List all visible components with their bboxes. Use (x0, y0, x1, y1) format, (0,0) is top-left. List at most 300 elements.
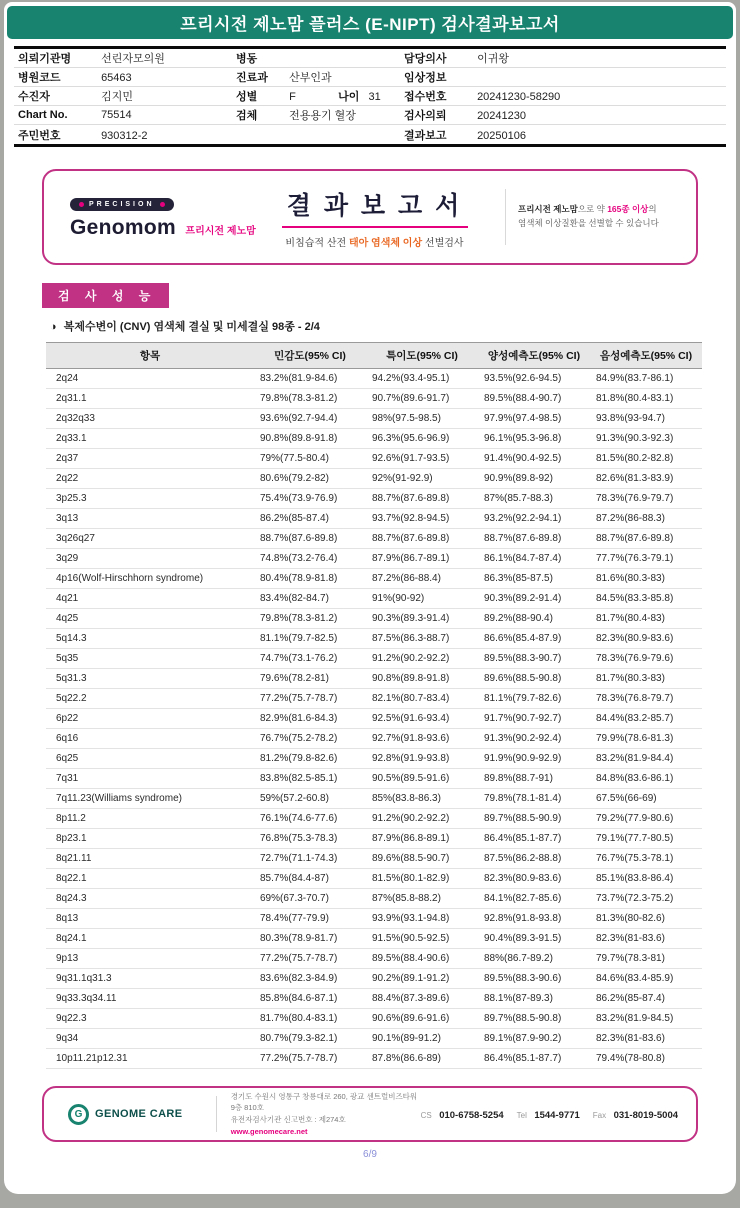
value-cell: 79%(77.5-80.4) (254, 449, 366, 469)
value-cell: 81.5%(80.2-82.8) (590, 449, 702, 469)
value-cell: 91%(90-92) (366, 589, 478, 609)
table-row (46, 889, 702, 909)
value-cell: 93.2%(92.2-94.1) (478, 509, 590, 529)
value-cell: 82.3%(80.9-83.6) (590, 629, 702, 649)
field-value: 산부인과 (289, 72, 332, 84)
table-row (46, 789, 702, 809)
value-cell: 77.7%(76.3-79.1) (590, 549, 702, 569)
table-row (46, 549, 702, 569)
field-department (232, 69, 400, 85)
table-row (46, 969, 702, 989)
table-row (46, 709, 702, 729)
value-cell: 92.5%(91.6-93.4) (366, 709, 478, 729)
value-cell: 90.8%(89.8-91.8) (254, 429, 366, 449)
item-cell: 8q24.3 (46, 889, 254, 909)
value-cell: 86.1%(84.7-87.4) (478, 549, 590, 569)
footer-contacts (421, 1105, 678, 1123)
value-cell: 90.3%(89.3-91.4) (366, 609, 478, 629)
field-report-date (400, 127, 726, 143)
value-cell: 69%(67.3-70.7) (254, 889, 366, 909)
item-cell: 3p25.3 (46, 489, 254, 509)
field-value: 20241230 (477, 110, 527, 122)
field-request-date (400, 107, 726, 123)
report-banner (7, 6, 733, 39)
value-cell: 81.6%(80.3-83) (590, 569, 702, 589)
value-cell: 91.4%(90.4-92.5) (478, 449, 590, 469)
note-highlight: 165종 이상 (607, 204, 649, 215)
value-cell: 86.4%(85.1-87.7) (478, 1049, 590, 1069)
field-value: 65463 (101, 72, 132, 84)
value-cell: 82.3%(81-83.6) (590, 929, 702, 949)
fax-number: 031-8019-5004 (613, 1110, 679, 1121)
value-cell: 91.7%(90.7-92.7) (478, 709, 590, 729)
value-cell: 81.5%(80.1-82.9) (366, 869, 478, 889)
value-cell: 84.9%(83.7-86.1) (590, 369, 702, 389)
value-cell: 89.8%(88.7-91) (478, 769, 590, 789)
item-cell: 2q32q33 (46, 409, 254, 429)
value-cell: 85%(83.8-86.3) (366, 789, 478, 809)
value-cell: 79.1%(77.7-80.5) (590, 829, 702, 849)
value-cell: 93.6%(92.7-94.4) (254, 409, 366, 429)
patient-info-table (14, 46, 726, 147)
table-row (46, 769, 702, 789)
value-cell: 73.7%(72.3-75.2) (590, 889, 702, 909)
field-specimen (232, 107, 400, 123)
value-cell: 90.4%(89.3-91.5) (478, 929, 590, 949)
value-cell: 93.9%(93.1-94.8) (366, 909, 478, 929)
genomecare-logo (68, 1104, 212, 1125)
item-cell: 5q14.3 (46, 629, 254, 649)
report-title: 프리시전 제노맘 플러스 (E-NIPT) 검사결과보고서 (180, 15, 560, 34)
value-cell: 82.3%(80.9-83.6) (478, 869, 590, 889)
patient-info-row (14, 106, 726, 125)
value-cell: 90.9%(89.8-92) (478, 469, 590, 489)
note-text: 의 (648, 204, 657, 215)
item-cell: 2q33.1 (46, 429, 254, 449)
website-text: www.genomecare.net (230, 1126, 308, 1136)
table-row (46, 669, 702, 689)
table-row (46, 489, 702, 509)
value-cell: 83.2%(81.9-84.4) (590, 749, 702, 769)
field-label: 병동 (236, 53, 258, 65)
table-row (46, 829, 702, 849)
field-requesting-org (14, 50, 232, 66)
field-value: 이귀왕 (477, 53, 509, 65)
tel-number: 1544-9771 (534, 1110, 580, 1121)
value-cell: 87.5%(86.2-88.8) (478, 849, 590, 869)
precision-dot-icon (160, 202, 165, 207)
value-cell: 81.3%(80-82.6) (590, 909, 702, 929)
logo-monogram: G (74, 1108, 83, 1120)
field-label: 나이 (338, 91, 360, 103)
item-cell: 3q26q27 (46, 529, 254, 549)
table-row (46, 929, 702, 949)
field-chart-no (14, 109, 232, 121)
item-cell: 9q22.3 (46, 1009, 254, 1029)
footer-address (231, 1091, 421, 1138)
value-cell: 81.8%(80.4-83.1) (590, 389, 702, 409)
table-row (46, 729, 702, 749)
value-cell: 82.3%(81-83.6) (590, 1029, 702, 1049)
table-row (46, 1009, 702, 1029)
field-label: 결과보고 (404, 129, 447, 142)
value-cell: 79.6%(78.2-81) (254, 669, 366, 689)
value-cell: 87.8%(86.6-89) (366, 1049, 478, 1069)
item-cell: 9q33.3q34.11 (46, 989, 254, 1009)
fax-label: Fax (592, 1111, 607, 1120)
address-line1: 경기도 수원시 영통구 창룡대로 260, 광교 센트럴비즈타워 9층 810호 (230, 1091, 418, 1113)
table-row (46, 849, 702, 869)
result-report-title: 결 과 보 고 서 (286, 191, 463, 220)
table-row (46, 409, 702, 429)
patient-info-row (14, 68, 726, 87)
value-cell: 79.9%(78.6-81.3) (590, 729, 702, 749)
value-cell: 92%(91-92.9) (366, 469, 478, 489)
item-cell: 2q24 (46, 369, 254, 389)
value-cell: 80.7%(79.3-82.1) (254, 1029, 366, 1049)
value-cell: 91.3%(90.3-92.3) (590, 429, 702, 449)
value-cell: 76.7%(75.3-78.1) (590, 849, 702, 869)
value-cell: 86.6%(85.4-87.9) (478, 629, 590, 649)
value-cell: 85.8%(84.6-87.1) (254, 989, 366, 1009)
field-label: 검사의뢰 (404, 110, 447, 122)
field-value: F (289, 91, 296, 103)
value-cell: 80.4%(78.9-81.8) (254, 569, 366, 589)
value-cell: 90.3%(89.2-91.4) (478, 589, 590, 609)
value-cell: 93.8%(93-94.7) (590, 409, 702, 429)
subtitle-text: 비침습적 산전 (285, 237, 349, 249)
value-cell: 86.3%(85-87.5) (478, 569, 590, 589)
value-cell: 96.1%(95.3-96.8) (478, 429, 590, 449)
item-cell: 4q21 (46, 589, 254, 609)
value-cell: 89.5%(88.4-90.7) (478, 389, 590, 409)
value-cell: 88.7%(87.6-89.8) (590, 529, 702, 549)
value-cell: 92.6%(91.7-93.5) (366, 449, 478, 469)
report-page (4, 2, 736, 1194)
field-patient-name (14, 88, 232, 104)
patient-info-row (14, 49, 726, 68)
value-cell: 72.7%(71.1-74.3) (254, 849, 366, 869)
table-row (46, 389, 702, 409)
subtitle-highlight: 태아 염색체 이상 (348, 237, 423, 249)
value-cell: 89.6%(88.5-90.7) (366, 849, 478, 869)
value-cell: 83.4%(82-84.7) (254, 589, 366, 609)
note-brand: 프리시전 제노맘 (518, 204, 578, 215)
value-cell: 87.5%(86.3-88.7) (366, 629, 478, 649)
tel-label: Tel (516, 1111, 527, 1120)
performance-table (46, 342, 702, 1069)
performance-table-body (46, 369, 702, 1069)
value-cell: 88.7%(87.6-89.8) (366, 489, 478, 509)
column-header: 음성예측도(95% CI) (590, 343, 702, 369)
value-cell: 77.2%(75.7-78.7) (254, 1049, 366, 1069)
value-cell: 81.2%(79.8-82.6) (254, 749, 366, 769)
field-label: Chart No. (18, 109, 68, 121)
table-row (46, 1049, 702, 1069)
value-cell: 76.8%(75.3-78.3) (254, 829, 366, 849)
value-cell: 84.8%(83.6-86.1) (590, 769, 702, 789)
value-cell: 74.8%(73.2-76.4) (254, 549, 366, 569)
value-cell: 78.4%(77-79.9) (254, 909, 366, 929)
value-cell: 88.7%(87.6-89.8) (478, 529, 590, 549)
value-cell: 97.9%(97.4-98.5) (478, 409, 590, 429)
column-header: 특이도(95% CI) (366, 343, 478, 369)
field-value: 930312-2 (101, 129, 148, 142)
value-cell: 89.5%(88.4-90.6) (366, 949, 478, 969)
value-cell: 91.5%(90.5-92.5) (366, 929, 478, 949)
value-cell: 96.3%(95.6-96.9) (366, 429, 478, 449)
value-cell: 83.8%(82.5-85.1) (254, 769, 366, 789)
precision-dot-icon (79, 202, 84, 207)
item-cell: 9q31.1q31.3 (46, 969, 254, 989)
section-title-performance: 검 사 성 능 (42, 283, 169, 308)
value-cell: 87.2%(86-88.4) (366, 569, 478, 589)
table-row (46, 429, 702, 449)
field-label: 의뢰기관명 (18, 53, 72, 65)
note-line2: 염색체 이상질환을 선별할 수 있습니다 (518, 218, 659, 228)
value-cell: 88.4%(87.3-89.6) (366, 989, 478, 1009)
value-cell: 82.6%(81.3-83.9) (590, 469, 702, 489)
page-number: 6/9 (363, 1149, 377, 1160)
cs-label: CS (420, 1111, 432, 1120)
item-cell: 8q21.11 (46, 849, 254, 869)
precision-badge-label: PRECISION (89, 201, 155, 208)
table-row (46, 449, 702, 469)
value-cell: 93.5%(92.6-94.5) (478, 369, 590, 389)
field-value: 31 (368, 91, 381, 103)
value-cell: 90.7%(89.6-91.7) (366, 389, 478, 409)
column-header: 항목 (46, 343, 254, 369)
field-doctor (400, 50, 726, 66)
footer-divider (216, 1096, 217, 1132)
field-label: 진료과 (236, 72, 268, 84)
value-cell: 76.7%(75.2-78.2) (254, 729, 366, 749)
field-label: 임상정보 (404, 72, 447, 84)
genomecare-logo-icon (68, 1104, 89, 1125)
value-cell: 81.7%(80.4-83.1) (254, 1009, 366, 1029)
value-cell: 81.1%(79.7-82.6) (478, 689, 590, 709)
value-cell: 91.9%(90.9-92.9) (478, 749, 590, 769)
item-cell: 8q13 (46, 909, 254, 929)
table-row (46, 629, 702, 649)
value-cell: 67.5%(66-69) (590, 789, 702, 809)
table-row (46, 989, 702, 1009)
value-cell: 93.7%(92.8-94.5) (366, 509, 478, 529)
value-cell: 84.5%(83.3-85.8) (590, 589, 702, 609)
table-row (46, 1029, 702, 1049)
item-cell: 4q25 (46, 609, 254, 629)
value-cell: 87.2%(86-88.3) (590, 509, 702, 529)
value-cell: 90.8%(89.8-91.8) (366, 669, 478, 689)
value-cell: 77.2%(75.7-78.7) (254, 949, 366, 969)
value-cell: 91.2%(90.2-92.2) (366, 649, 478, 669)
patient-info-row (14, 125, 726, 144)
value-cell: 86.2%(85-87.4) (254, 509, 366, 529)
item-cell: 8q22.1 (46, 869, 254, 889)
table-row (46, 909, 702, 929)
value-cell: 91.3%(90.2-92.4) (478, 729, 590, 749)
field-label: 병원코드 (18, 72, 61, 84)
field-value: 선린자모의원 (101, 53, 165, 65)
value-cell: 98%(97.5-98.5) (366, 409, 478, 429)
value-cell: 86.4%(85.1-87.7) (478, 829, 590, 849)
value-cell: 76.1%(74.6-77.6) (254, 809, 366, 829)
subtitle-text: 선별검사 (422, 237, 464, 249)
value-cell: 88.7%(87.6-89.8) (254, 529, 366, 549)
field-label: 접수번호 (404, 91, 447, 103)
item-cell: 6q25 (46, 749, 254, 769)
value-cell: 80.6%(79.2-82) (254, 469, 366, 489)
patient-info-row (14, 87, 726, 106)
header-row (46, 343, 702, 369)
field-receipt-number (400, 88, 726, 104)
field-value: 전용용기 혈장 (289, 110, 356, 122)
value-cell: 81.1%(79.7-82.5) (254, 629, 366, 649)
value-cell: 84.4%(83.2-85.7) (590, 709, 702, 729)
value-cell: 88%(86.7-89.2) (478, 949, 590, 969)
value-cell: 86.2%(85-87.4) (590, 989, 702, 1009)
value-cell: 82.9%(81.6-84.3) (254, 709, 366, 729)
value-cell: 59%(57.2-60.8) (254, 789, 366, 809)
item-cell: 9q34 (46, 1029, 254, 1049)
field-sex-age (232, 88, 400, 104)
value-cell: 84.1%(82.7-85.6) (478, 889, 590, 909)
value-cell: 74.7%(73.1-76.2) (254, 649, 366, 669)
item-cell: 2q37 (46, 449, 254, 469)
value-cell: 87%(85.8-88.2) (366, 889, 478, 909)
table-row (46, 749, 702, 769)
value-cell: 90.1%(89-91.2) (366, 1029, 478, 1049)
value-cell: 91.2%(90.2-92.2) (366, 809, 478, 829)
item-cell: 7q31 (46, 769, 254, 789)
item-cell: 3q29 (46, 549, 254, 569)
genomom-logo (44, 194, 256, 240)
item-cell: 7q11.23(Williams syndrome) (46, 789, 254, 809)
item-cell: 5q31.3 (46, 669, 254, 689)
value-cell: 87.9%(86.8-89.1) (366, 829, 478, 849)
value-cell: 92.8%(91.9-93.8) (366, 749, 478, 769)
performance-table-header (46, 343, 702, 369)
value-cell: 79.7%(78.3-81) (590, 949, 702, 969)
table-row (46, 589, 702, 609)
brand-line (70, 216, 256, 240)
value-cell: 90.2%(89.1-91.2) (366, 969, 478, 989)
value-cell: 89.5%(88.3-90.7) (478, 649, 590, 669)
field-clinical-info (400, 69, 726, 85)
value-cell: 81.7%(80.4-83) (590, 609, 702, 629)
value-cell: 92.7%(91.8-93.6) (366, 729, 478, 749)
table-row (46, 509, 702, 529)
value-cell: 83.2%(81.9-84.6) (254, 369, 366, 389)
item-cell: 4p16(Wolf-Hirschhorn syndrome) (46, 569, 254, 589)
address-line2: 유전자검사기관 신고번호 : 제274호 (230, 1115, 346, 1124)
report-title-block (256, 186, 493, 249)
table-row (46, 689, 702, 709)
precision-badge (70, 198, 174, 211)
value-cell: 85.1%(83.8-86.4) (590, 869, 702, 889)
item-cell: 9p13 (46, 949, 254, 969)
value-cell: 78.3%(76.8-79.7) (590, 689, 702, 709)
value-cell: 81.7%(80.3-83) (590, 669, 702, 689)
item-cell: 6p22 (46, 709, 254, 729)
cnv-subtitle (50, 318, 736, 334)
value-cell: 89.1%(87.9-90.2) (478, 1029, 590, 1049)
item-cell: 5q22.2 (46, 689, 254, 709)
field-value: 20241230-58290 (477, 91, 561, 103)
value-cell: 77.2%(75.7-78.7) (254, 689, 366, 709)
table-row (46, 869, 702, 889)
item-cell: 8p11.2 (46, 809, 254, 829)
value-cell: 79.2%(77.9-80.6) (590, 809, 702, 829)
field-label: 수진자 (18, 91, 50, 103)
value-cell: 94.2%(93.4-95.1) (366, 369, 478, 389)
value-cell: 79.8%(78.3-81.2) (254, 389, 366, 409)
value-cell: 79.8%(78.3-81.2) (254, 609, 366, 629)
cs-number: 010-6758-5254 (439, 1110, 504, 1121)
value-cell: 79.4%(78-80.8) (590, 1049, 702, 1069)
value-cell: 83.2%(81.9-84.5) (590, 1009, 702, 1029)
item-cell: 10p11.21p12.31 (46, 1049, 254, 1069)
value-cell: 82.1%(80.7-83.4) (366, 689, 478, 709)
value-cell: 89.7%(88.5-90.8) (478, 1009, 590, 1029)
value-cell: 89.6%(88.5-90.8) (478, 669, 590, 689)
item-cell: 3q13 (46, 509, 254, 529)
value-cell: 90.6%(89.6-91.6) (366, 1009, 478, 1029)
cs-contact (421, 1105, 504, 1123)
column-header: 민감도(95% CI) (254, 343, 366, 369)
field-value: 김지민 (101, 91, 133, 103)
value-cell: 84.6%(83.4-85.9) (590, 969, 702, 989)
field-resident-number (14, 127, 232, 143)
field-value: 20250106 (477, 129, 527, 142)
value-cell: 85.7%(84.4-87) (254, 869, 366, 889)
value-cell: 79.8%(78.1-81.4) (478, 789, 590, 809)
value-cell: 75.4%(73.9-76.9) (254, 489, 366, 509)
vertical-divider (505, 189, 506, 245)
footer (42, 1086, 698, 1142)
value-cell: 80.3%(78.9-81.7) (254, 929, 366, 949)
item-cell: 6q16 (46, 729, 254, 749)
value-cell: 78.3%(76.9-79.7) (590, 489, 702, 509)
field-label: 성별 (236, 91, 258, 103)
table-row (46, 369, 702, 389)
value-cell: 92.8%(91.8-93.8) (478, 909, 590, 929)
table-row (46, 609, 702, 629)
value-cell: 89.5%(88.3-90.6) (478, 969, 590, 989)
field-label: 담당의사 (404, 53, 447, 65)
result-report-header (42, 169, 698, 265)
item-cell: 8p23.1 (46, 829, 254, 849)
field-label: 검체 (236, 110, 258, 122)
value-cell: 88.1%(87-89.3) (478, 989, 590, 1009)
field-value: 75514 (101, 109, 132, 121)
value-cell: 89.7%(88.5-90.9) (478, 809, 590, 829)
value-cell: 88.7%(87.6-89.8) (366, 529, 478, 549)
value-cell: 87%(85.7-88.3) (478, 489, 590, 509)
value-cell: 89.2%(88-90.4) (478, 609, 590, 629)
table-row (46, 809, 702, 829)
item-cell: 5q35 (46, 649, 254, 669)
table-row (46, 569, 702, 589)
title-underline (282, 226, 468, 228)
half-circle-icon: ◑ (50, 321, 57, 333)
fax-contact (593, 1105, 678, 1123)
column-header: 양성예측도(95% CI) (478, 343, 590, 369)
item-cell: 2q22 (46, 469, 254, 489)
genomecare-logo-text: GENOME CARE (95, 1108, 183, 1120)
item-cell: 2q31.1 (46, 389, 254, 409)
value-cell: 90.5%(89.5-91.6) (366, 769, 478, 789)
